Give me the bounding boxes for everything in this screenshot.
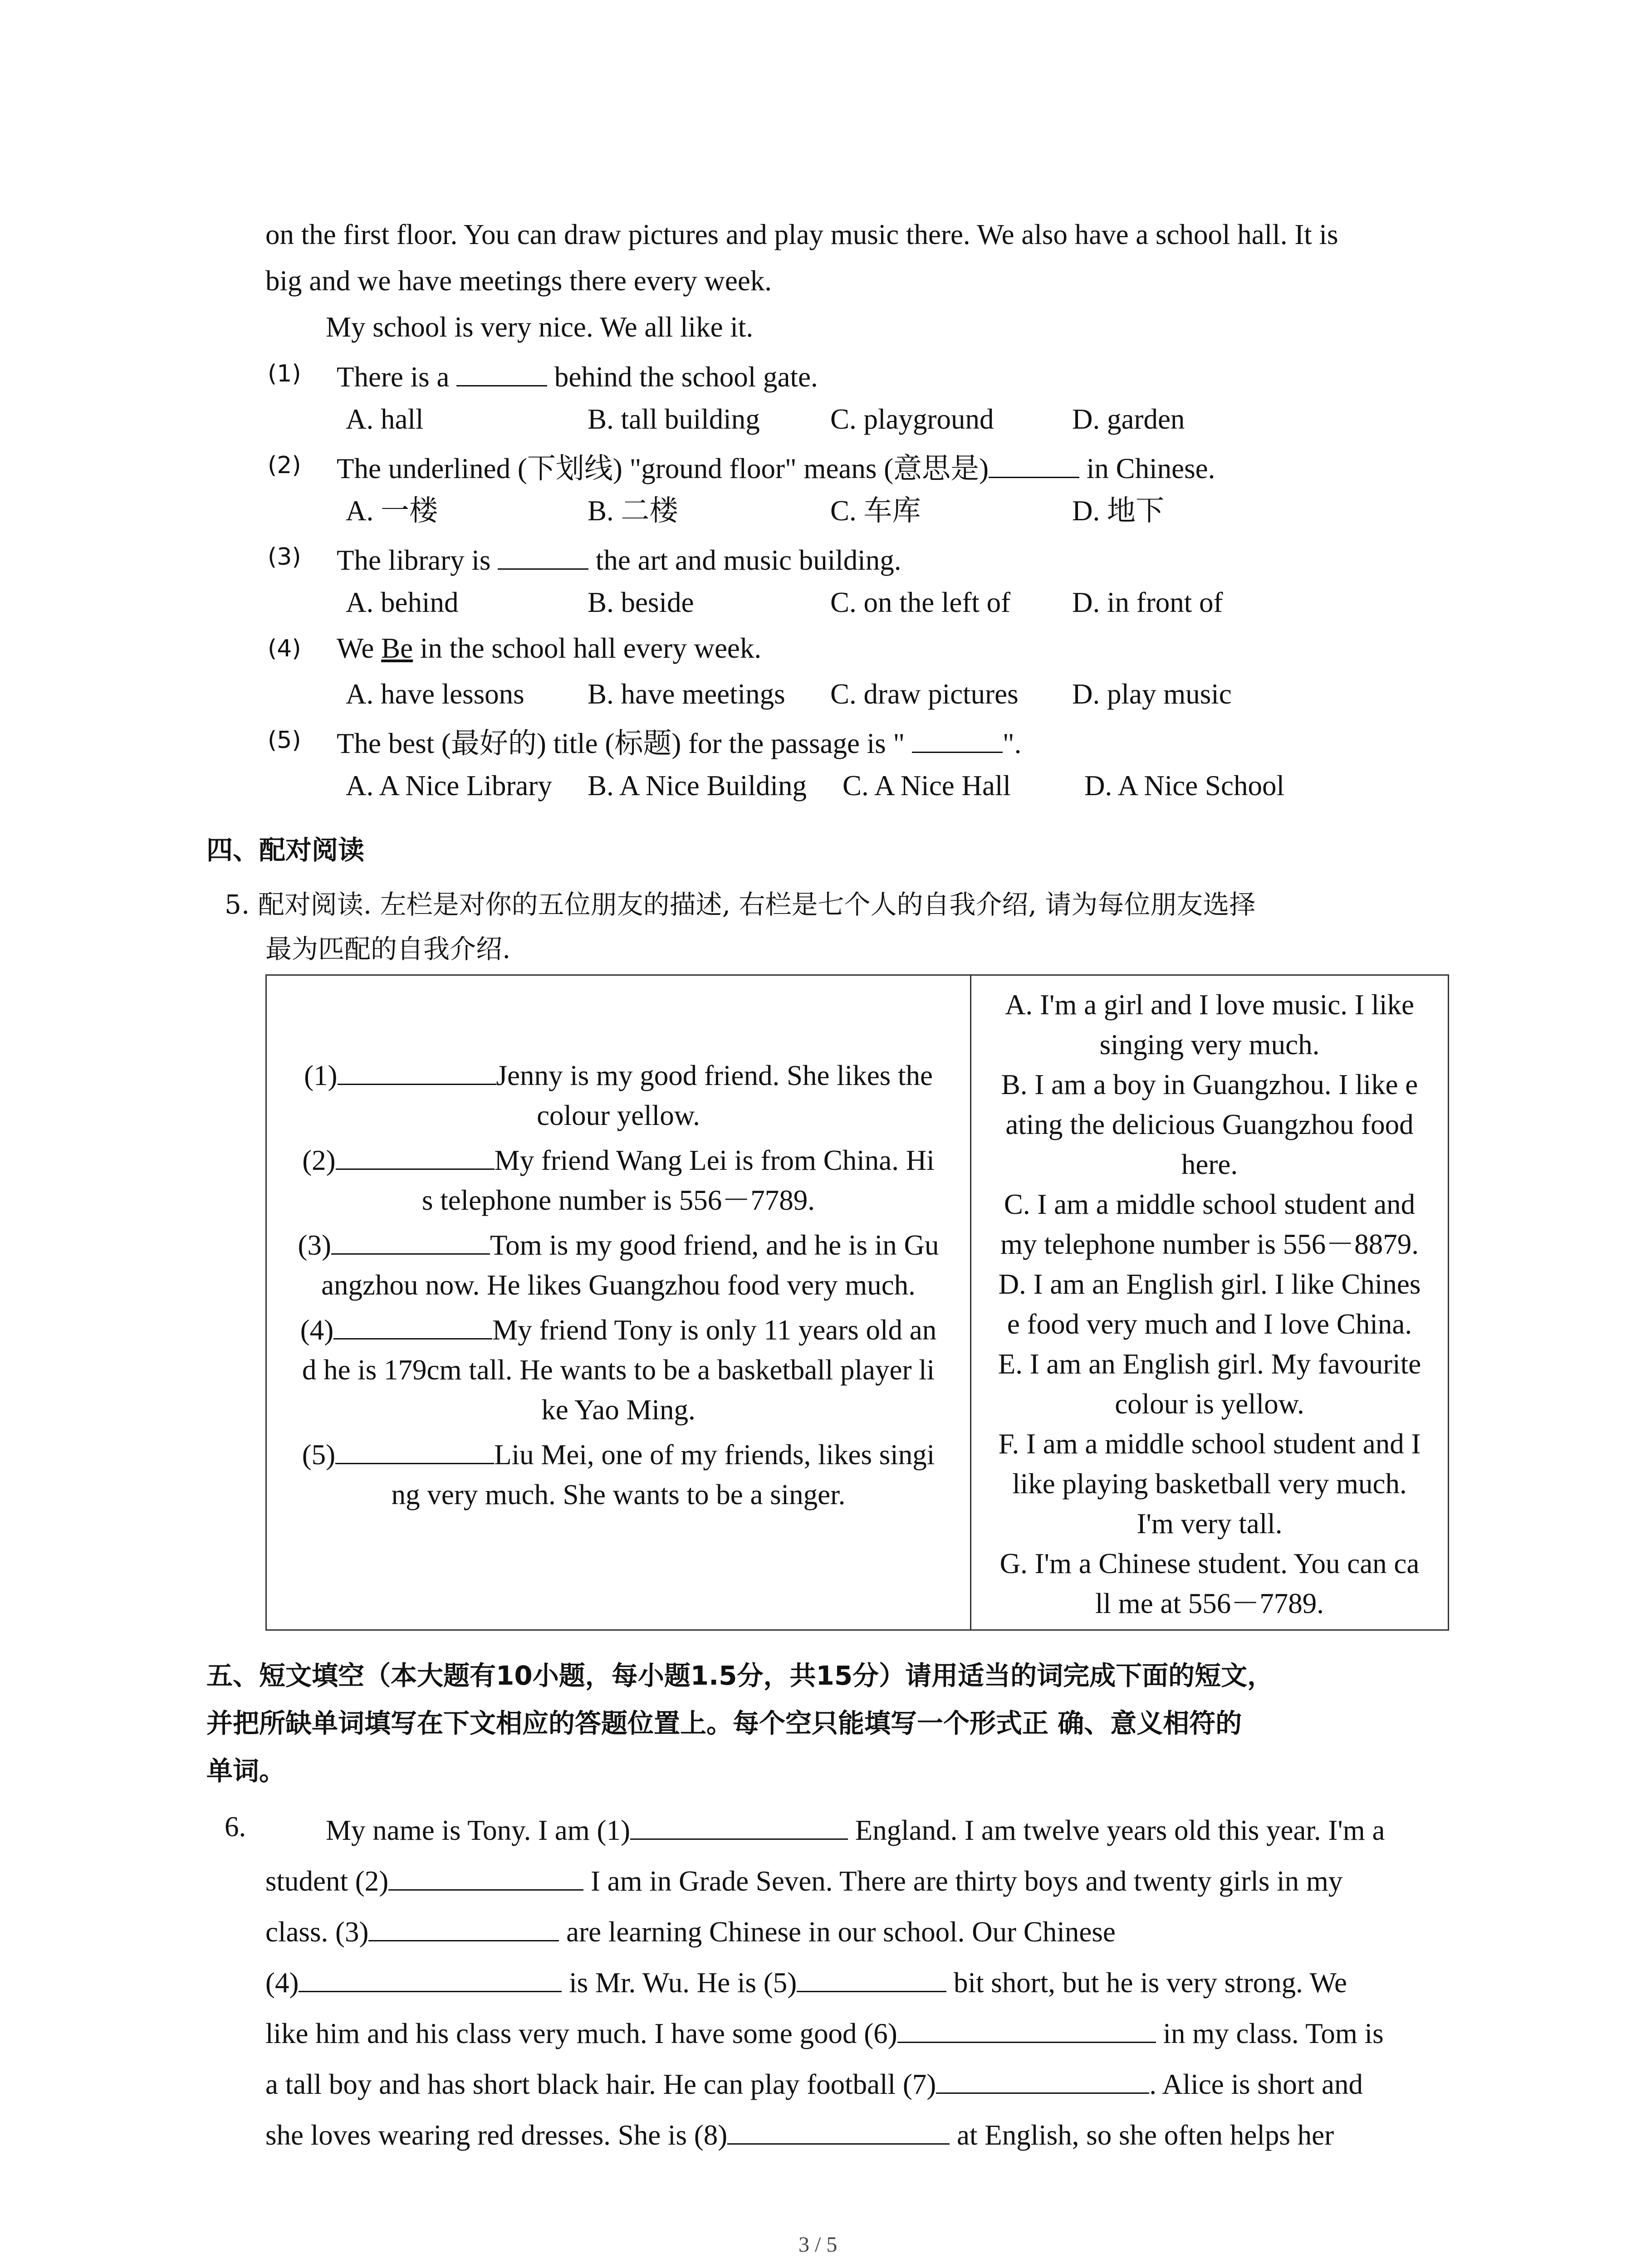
- question-3-number: (3): [268, 543, 301, 571]
- question-1-option-b[interactable]: B. tall building: [588, 403, 760, 435]
- answer-blank[interactable]: [989, 448, 1079, 478]
- question-5-number: (5): [268, 727, 301, 754]
- intro-line: singing very much.: [1099, 1029, 1320, 1061]
- cloze-blank-7[interactable]: [936, 2064, 1149, 2094]
- section-4-heading: 四、配对阅读: [206, 835, 365, 865]
- cloze-blank-3[interactable]: [368, 1911, 559, 1941]
- question-2-number: (2): [268, 452, 301, 479]
- question-5-option-b[interactable]: B. A Nice Building: [588, 770, 807, 802]
- underlined-word: Be: [381, 632, 413, 664]
- intro-line: I'm very tall.: [1136, 1508, 1283, 1540]
- section-4-question-line-1: 5. 配对阅读. 左栏是对你的五位朋友的描述, 右栏是七个人的自我介绍, 请为每位朋友选择: [225, 889, 1256, 920]
- question-1-option-c[interactable]: C. playground: [830, 403, 994, 435]
- cloze-blank-2[interactable]: [388, 1861, 583, 1891]
- question-4-number: (4): [268, 635, 301, 662]
- question-1-option-a[interactable]: A. hall: [346, 403, 424, 435]
- cloze-line-7: she loves wearing red dresses. She is (8) at English, so she often helps her: [265, 2115, 1334, 2153]
- passage-line-1: on the first floor. You can draw pictures and play music there. We also have a school hall. It is: [265, 219, 1338, 250]
- question-2-option-b[interactable]: B. 二楼: [588, 495, 678, 527]
- question-2-option-d[interactable]: D. 地下: [1072, 495, 1164, 527]
- question-2-option-a[interactable]: A. 一楼: [346, 495, 438, 527]
- cloze-line-5: like him and his class very much. I have some good (6) in my class. Tom is: [265, 2013, 1384, 2051]
- cloze-line-3: class. (3) are learning Chinese in our school. Our Chinese: [265, 1911, 1116, 1950]
- cloze-blank-8[interactable]: [727, 2115, 950, 2145]
- cloze-blank-1[interactable]: [630, 1810, 848, 1840]
- question-5-option-d[interactable]: D. A Nice School: [1084, 770, 1284, 802]
- cloze-line-6: a tall boy and has short black hair. He can play football (7) . Alice is short and: [265, 2064, 1363, 2102]
- intro-line: F. I am a middle school student and I: [998, 1428, 1421, 1460]
- section-4-question-line-2: 最为匹配的自我介绍.: [265, 934, 511, 964]
- cloze-blank-5[interactable]: [797, 1962, 946, 1992]
- intro-line: C. I am a middle school student and: [1004, 1188, 1416, 1220]
- cloze-line-4: (4) is Mr. Wu. He is (5) bit short, but he is very strong. We: [265, 1962, 1347, 2000]
- cloze-line-1: My name is Tony. I am (1) England. I am twelve years old this year. I'm a: [326, 1810, 1385, 1848]
- intro-line: A. I'm a girl and I love music. I like: [1005, 989, 1414, 1021]
- question-1-option-d[interactable]: D. garden: [1072, 403, 1185, 435]
- intro-line: G. I'm a Chinese student. You can ca: [999, 1548, 1420, 1579]
- friends-column: [266, 975, 971, 1630]
- answer-blank[interactable]: [912, 723, 1003, 753]
- intro-line: my telephone number is 556－8879.: [1000, 1228, 1419, 1260]
- answer-blank[interactable]: [456, 357, 547, 386]
- intro-line: colour is yellow.: [1115, 1388, 1304, 1420]
- intro-line: here.: [1181, 1149, 1238, 1180]
- intro-line: e food very much and I love China.: [1007, 1308, 1412, 1340]
- section-5-heading-line-2: 并把所缺单词填写在下文相应的答题位置上。每个空只能填写一个形式正 确、意义相符的: [206, 1708, 1242, 1739]
- match-blank-3[interactable]: [331, 1225, 490, 1255]
- friend-item-4: (4) My friend Tony is only 11 years old an d he is 179cm tall. He wants to be a basketball player li ke Yao Ming.: [276, 1310, 961, 1430]
- cloze-line-2: student (2) I am in Grade Seven. There are thirty boys and twenty girls in my: [265, 1861, 1342, 1899]
- question-5-option-c[interactable]: C. A Nice Hall: [843, 770, 1011, 802]
- question-3-option-b[interactable]: B. beside: [588, 587, 694, 618]
- question-6-number: 6.: [225, 1811, 246, 1843]
- intro-line: ating the delicious Guangzhou food: [1005, 1109, 1414, 1140]
- question-4-option-c[interactable]: C. draw pictures: [830, 678, 1019, 710]
- page-number: 3 / 5: [798, 2233, 838, 2257]
- matching-table: [265, 974, 1449, 1631]
- intro-line: D. I am an English girl. I like Chines: [998, 1268, 1421, 1300]
- intro-line: B. I am a boy in Guangzhou. I like e: [1001, 1069, 1418, 1100]
- question-1-number: (1): [268, 360, 301, 387]
- intro-line: like playing basketball very much.: [1012, 1468, 1407, 1500]
- cloze-blank-4[interactable]: [299, 1962, 562, 1992]
- match-blank-2[interactable]: [336, 1140, 495, 1170]
- question-5-option-a[interactable]: A. A Nice Library: [346, 770, 552, 802]
- section-5-heading-line-3: 单词。: [206, 1755, 286, 1786]
- match-blank-5[interactable]: [335, 1434, 494, 1464]
- answer-blank[interactable]: [498, 540, 588, 570]
- passage-line-2: big and we have meetings there every week.: [265, 265, 772, 297]
- section-5-heading-line-1: 五、短文填空（本大题有10小题，每小题1.5分，共15分）请用适当的词完成下面的短文，: [206, 1660, 1274, 1691]
- question-4-option-a[interactable]: A. have lessons: [346, 678, 524, 710]
- passage-line-3: My school is very nice. We all like it.: [326, 311, 754, 343]
- friend-item-5: (5) Liu Mei, one of my friends, likes singi ng very much. She wants to be a singer.: [276, 1434, 961, 1515]
- question-3-stem: The library is the art and music building.: [337, 540, 901, 578]
- cloze-blank-6[interactable]: [897, 2013, 1156, 2043]
- friend-item-1: (1) Jenny is my good friend. She likes the colour yellow.: [276, 1055, 961, 1135]
- match-blank-1[interactable]: [338, 1055, 496, 1085]
- intro-line: ll me at 556－7789.: [1095, 1588, 1324, 1619]
- question-1-stem: There is a behind the school gate.: [337, 357, 818, 395]
- question-3-option-c[interactable]: C. on the left of: [830, 587, 1011, 618]
- intro-line: E. I am an English girl. My favourite: [998, 1348, 1421, 1380]
- match-blank-4[interactable]: [333, 1310, 492, 1339]
- question-5-stem: The best (最好的) title (标题) for the passage is " ".: [337, 723, 1021, 761]
- question-2-stem: The underlined (下划线) "ground floor" means (意思是) in Chinese.: [337, 448, 1215, 486]
- question-4-stem: We Be in the school hall every week.: [337, 632, 762, 664]
- question-3-option-a[interactable]: A. behind: [346, 587, 459, 618]
- question-3-option-d[interactable]: D. in front of: [1072, 587, 1223, 618]
- question-4-option-b[interactable]: B. have meetings: [588, 678, 785, 710]
- friend-item-3: (3) Tom is my good friend, and he is in Gu angzhou now. He likes Guangzhou food very much.: [276, 1225, 961, 1305]
- friend-item-2: (2) My friend Wang Lei is from China. Hi s telephone number is 556－7789.: [276, 1140, 961, 1220]
- question-4-option-d[interactable]: D. play music: [1072, 678, 1232, 710]
- question-2-option-c[interactable]: C. 车库: [830, 495, 921, 527]
- introductions-column: [971, 975, 1449, 1630]
